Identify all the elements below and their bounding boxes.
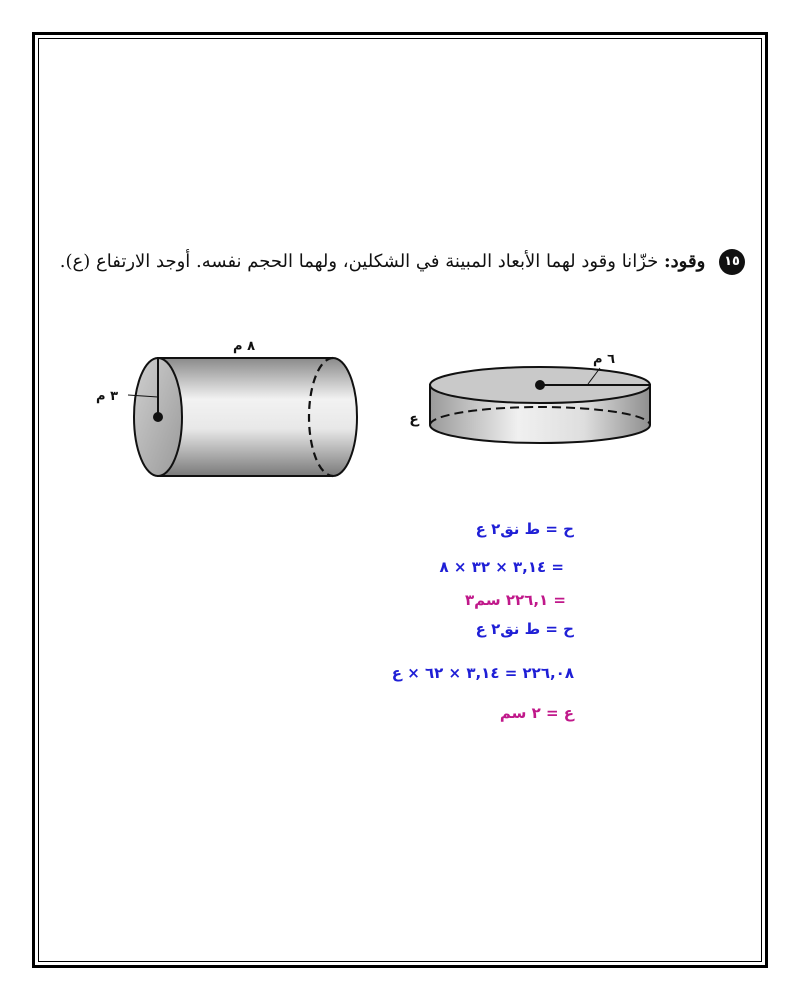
solution-line-6: ع = ٢ سم	[499, 704, 574, 722]
solution-line-3: = ٢٢٦,١ سم٣	[464, 591, 566, 609]
horizontal-cylinder-figure	[96, 339, 357, 476]
solution-line-1: ح = ط نق٢ ع	[475, 520, 574, 538]
solution-line-2: = ٣,١٤ × ٣٢ × ٨	[439, 558, 564, 576]
solution-line-5: ٢٢٦,٠٨ = ٣,١٤ × ٦٢ × ع	[391, 664, 574, 682]
question-title: وقود:	[664, 251, 706, 272]
cylinder-radius-label: ٣ م	[96, 389, 118, 404]
question-number-badge: ١٥	[719, 249, 745, 275]
disc-height-label: ع	[409, 411, 419, 427]
cylinder-length-label: ٨ م	[233, 339, 255, 354]
disc-cylinder-figure	[409, 352, 650, 443]
disc-radius-label: ٦ م	[593, 352, 615, 367]
question-text: خزّانا وقود لهما الأبعاد المبينة في الشكلين، ولهما الحجم نفسه. أوجد الارتفاع (ع).	[59, 251, 659, 272]
solution-line-4: ح = ط نق٢ ع	[475, 620, 574, 638]
